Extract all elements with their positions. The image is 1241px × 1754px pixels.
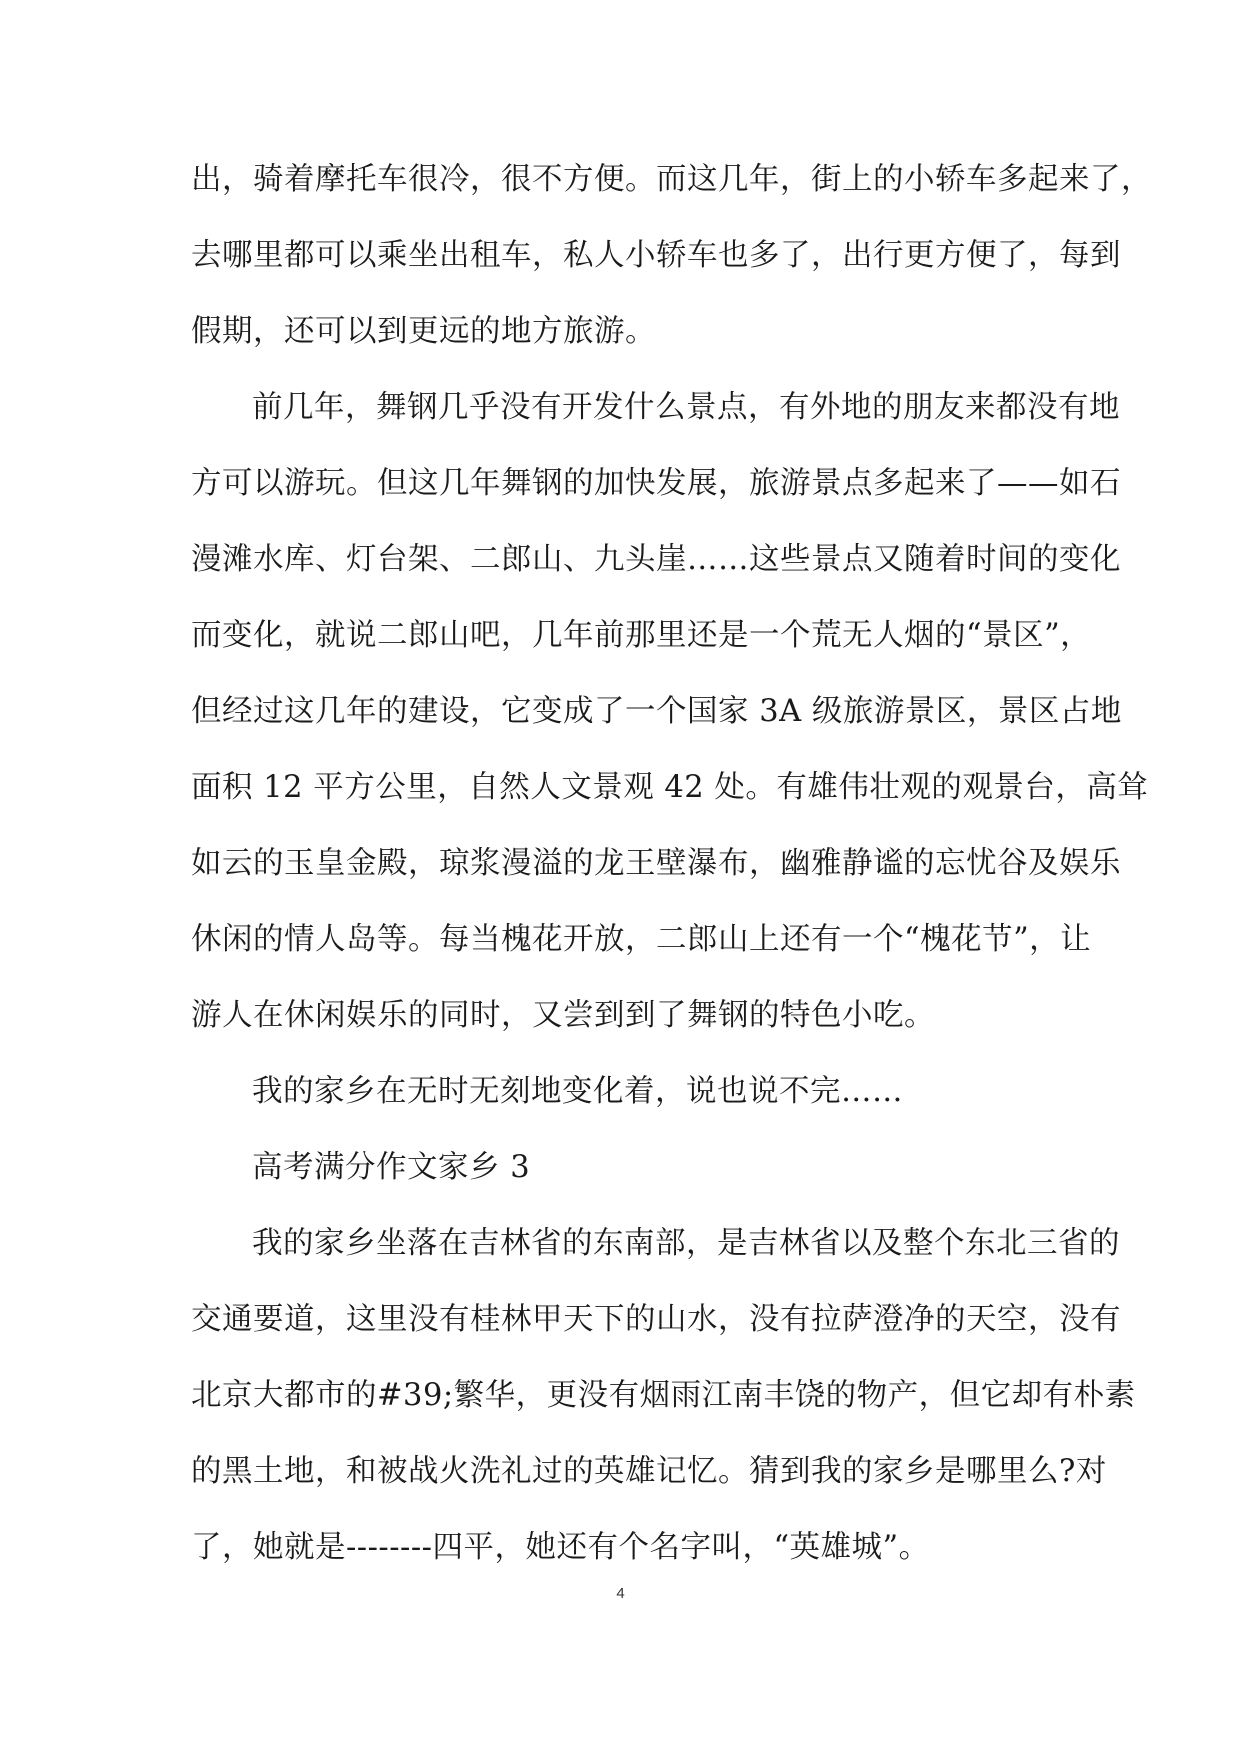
text-line: 交通要道，这里没有桂林甲天下的山水，没有拉萨澄净的天空，没有: [191, 1302, 1121, 1337]
text-line: 面积 12 平方公里，自然人文景观 42 处。有雄伟壮观的观景台，高耸: [191, 770, 1149, 805]
text-line: 游人在休闲娱乐的同时，又尝到到了舞钢的特色小吃。: [191, 998, 935, 1033]
text-line: 北京大都市的#39;繁华，更没有烟雨江南丰饶的物产，但它却有朴素: [191, 1378, 1136, 1413]
text-line: 休闲的情人岛等。每当槐花开放，二郎山上还有一个“槐花节”，让: [191, 922, 1092, 957]
text-line: 而变化，就说二郎山吧，几年前那里还是一个荒无人烟的“景区”，: [191, 618, 1092, 653]
text-line: 我的家乡坐落在吉林省的东南部，是吉林省以及整个东北三省的: [252, 1226, 1120, 1261]
text-line: 方可以游玩。但这几年舞钢的加快发展，旅游景点多起来了——如石: [191, 466, 1121, 501]
text-line: 前几年，舞钢几乎没有开发什么景点，有外地的朋友来都没有地: [252, 390, 1120, 425]
essay-body: [191, 142, 1152, 1586]
text-line: 但经过这几年的建设，它变成了一个国家 3A 级旅游景区，景区占地: [191, 694, 1122, 729]
text-line: 了，她就是--------四平，她还有个名字叫，“英雄城”。: [191, 1530, 930, 1565]
section-heading: 高考满分作文家乡 3: [252, 1150, 531, 1185]
text-line: 出，骑着摩托车很冷，很不方便。而这几年，街上的小轿车多起来了，: [191, 162, 1152, 197]
text-line: 的黑土地，和被战火洗礼过的英雄记忆。猜到我的家乡是哪里么?对: [191, 1454, 1107, 1489]
text-line: 如云的玉皇金殿，琼浆漫溢的龙王壁瀑布，幽雅静谧的忘忧谷及娱乐: [191, 846, 1121, 881]
text-line: 我的家乡在无时无刻地变化着，说也说不完……: [252, 1074, 903, 1109]
text-line: 假期，还可以到更远的地方旅游。: [191, 314, 656, 349]
page-number: 4: [616, 1585, 625, 1602]
text-line: 漫滩水库、灯台架、二郎山、九头崖……这些景点又随着时间的变化: [191, 542, 1121, 577]
text-line: 去哪里都可以乘坐出租车，私人小轿车也多了，出行更方便了，每到: [191, 238, 1121, 273]
